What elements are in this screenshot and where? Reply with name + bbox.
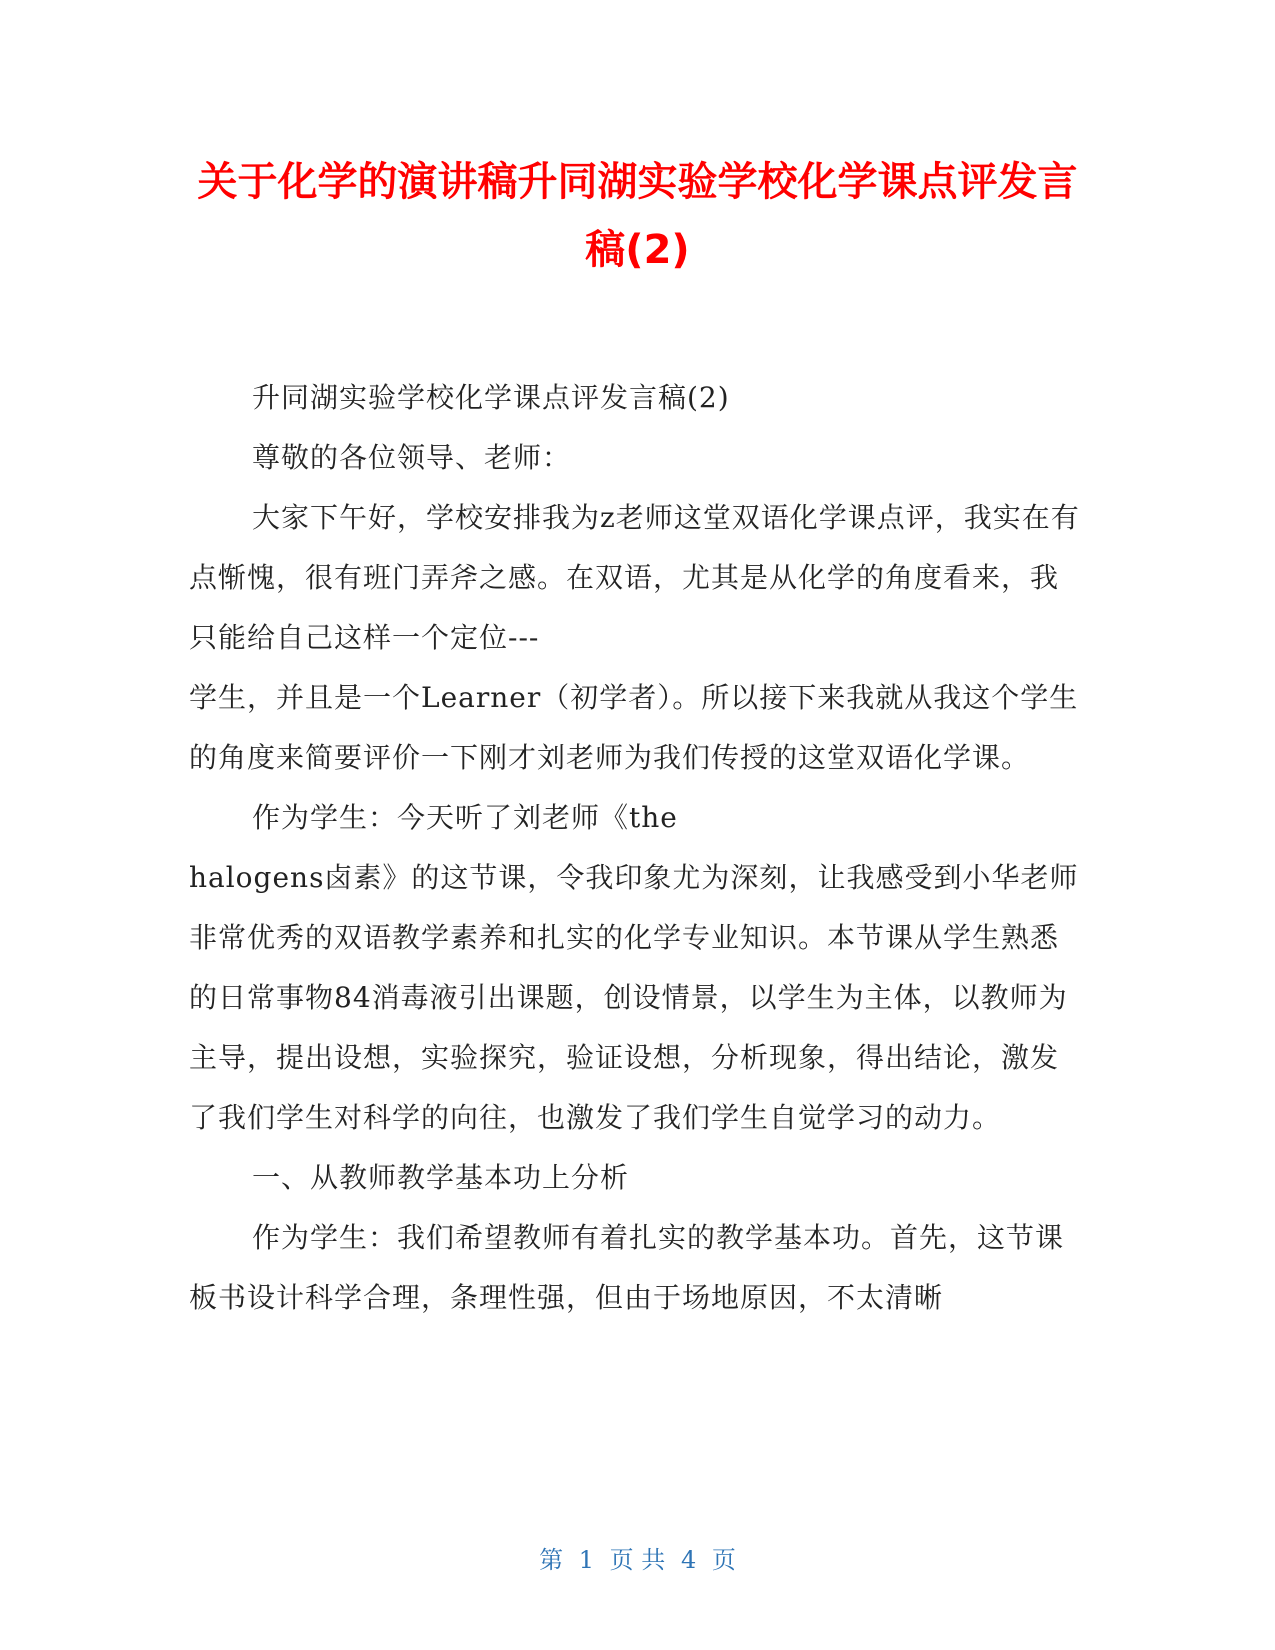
footer-prefix: 第	[539, 1546, 564, 1574]
document-body	[189, 368, 1081, 1328]
paragraph: halogens卤素》的这节课，令我印象尤为深刻，让我感受到小华老师非常优秀的双语教学素养和扎实的化学专业知识。本节课从学生熟悉的日常事物84消毒液引出课题，创设情景，以学生为主体，以教师为主导，提出设想，实验探究，验证设想，分析现象，得出结论，激发了我们学生对科学的向往，也激发了我们学生自觉学习的动力。	[189, 861, 1079, 1134]
footer-suffix: 页	[711, 1546, 736, 1574]
paragraph: 尊敬的各位领导、老师：	[252, 441, 572, 474]
paragraph: 升同湖实验学校化学课点评发言稿(2)	[252, 381, 730, 414]
footer-middle: 页 共	[609, 1546, 666, 1574]
paragraph: 学生，并且是一个Learner（初学者）。所以接下来我就从我这个学生的角度来简要评价一下刚才刘老师为我们传授的这堂双语化学课。	[189, 681, 1079, 774]
current-page-number: 1	[578, 1546, 595, 1574]
paragraph: 作为学生：我们希望教师有着扎实的教学基本功。首先，这节课板书设计科学合理，条理性强，但由于场地原因，不太清晰	[189, 1221, 1065, 1314]
paragraph: 大家下午好，学校安排我为z老师这堂双语化学课点评，我实在有点惭愧，很有班门弄斧之感。在双语，尤其是从化学的角度看来，我只能给自己这样一个定位---	[189, 501, 1080, 654]
paragraph: 作为学生：今天听了刘老师《the	[252, 801, 678, 834]
total-pages-number: 4	[680, 1546, 697, 1574]
document-title: 关于化学的演讲稿升同湖实验学校化学课点评发言稿(2)	[197, 159, 1078, 273]
page-footer	[0, 1540, 1275, 1575]
section-heading: 一、从教师教学基本功上分析	[252, 1161, 630, 1194]
